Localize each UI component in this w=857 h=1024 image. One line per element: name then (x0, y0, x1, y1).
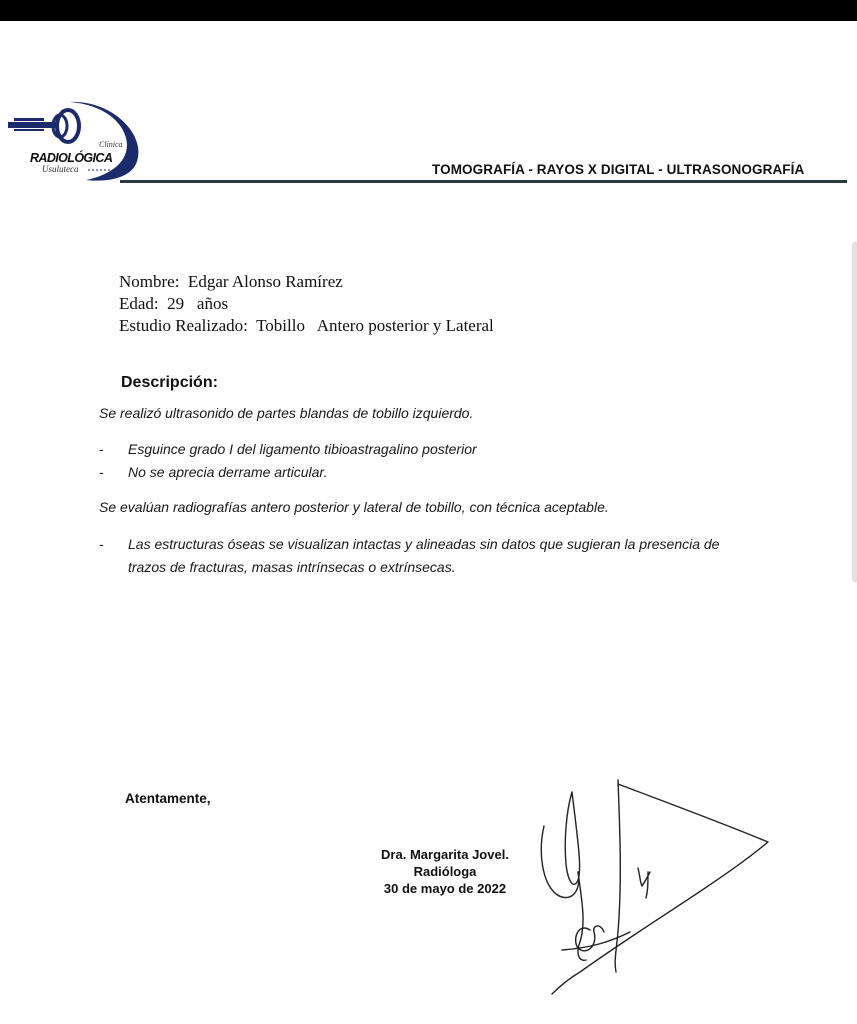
description-heading: Descripción: (121, 374, 218, 391)
xray-finding-line-2: trazos de fracturas, masas intrínsecas o extrínsecas. (128, 559, 456, 575)
clinic-logo (8, 96, 148, 186)
ultrasound-finding-2: No se aprecia derrame articular. (128, 464, 328, 480)
patient-name: Nombre: Edgar Alonso Ramírez (119, 272, 343, 291)
signer-title: Radióloga (413, 864, 477, 879)
patient-age: Edad: 29 años (119, 294, 229, 313)
closing-salutation: Atentamente, (125, 791, 211, 806)
bullet-marker: - (99, 441, 104, 457)
study-performed: Estudio Realizado: Tobillo Antero posterior y Lateral (119, 316, 494, 335)
xray-intro: Se evalúan radiografías antero posterior y lateral de tobillo, con técnica aceptable. (99, 499, 609, 515)
logo-city-text: Usuluteca (42, 164, 79, 174)
ultrasound-finding-1: Esguince grado I del ligamento tibioastragalino posterior (128, 441, 477, 457)
logo-name-text: RADIOLÓGICA (30, 151, 113, 165)
signer-name: Dra. Margarita Jovel. (381, 847, 509, 862)
xray-finding-line-1: Las estructuras óseas se visualizan intactas y alineadas sin datos que sugieran la presencia de (128, 536, 720, 552)
logo-clinica-text: Clínica (99, 140, 123, 149)
header-tagline: TOMOGRAFÍA - RAYOS X DIGITAL - ULTRASONOGRAFÍA (432, 162, 805, 177)
bullet-marker: - (99, 536, 104, 552)
ultrasound-intro: Se realizó ultrasonido de partes blandas de tobillo izquierdo. (99, 405, 474, 421)
header-divider (120, 180, 847, 183)
report-date: 30 de mayo de 2022 (383, 881, 507, 896)
scroll-indicator[interactable] (852, 242, 857, 582)
bullet-marker: - (99, 464, 104, 480)
status-bar (0, 0, 857, 21)
handwritten-signature (520, 772, 780, 1007)
